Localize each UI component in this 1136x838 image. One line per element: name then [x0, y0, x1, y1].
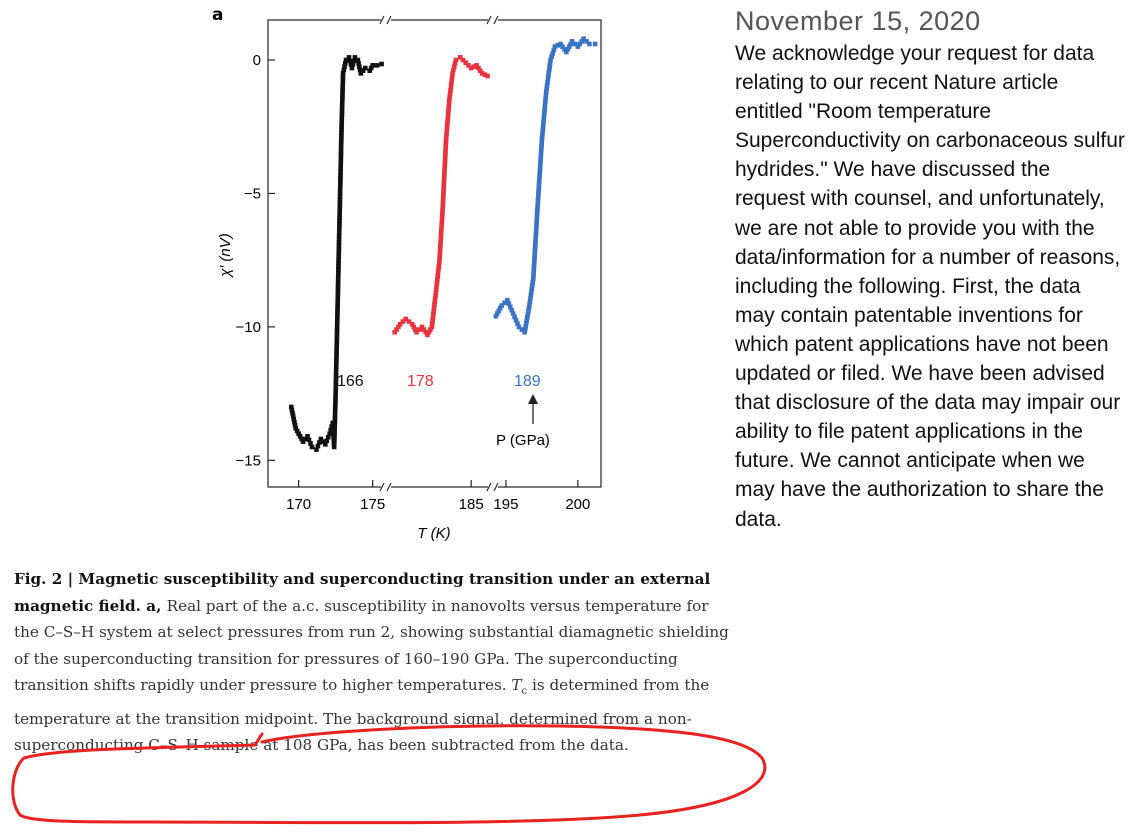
caption-text-2: is determined from the temperature at the transition midpoint. The background signal, determined from a non-superconducting C–S–H sample at 108 GPa, has been subtracted from the data. [14, 676, 710, 755]
pressure-arrow-head [528, 394, 538, 404]
data-point [454, 58, 459, 63]
data-point [485, 74, 490, 79]
x-tick-label: 170 [286, 496, 312, 513]
caption-panel-letter: a, [140, 596, 167, 615]
caption-text-1: Real part of the a.c. susceptibility in nanovolts versus temperature for the C–S–H system at select pressures from run 2, showing substantial diamagnetic shielding of the superconducting transition for pressures of 160–190 GPa. The superconducting transition shifts rapidly under pressure to higher temperatures. [14, 596, 729, 694]
data-point [375, 63, 380, 68]
data-point [370, 63, 375, 68]
series-166 [289, 55, 384, 452]
response-letter [735, 6, 1125, 534]
pressure-annotation: P (GPa) [496, 432, 550, 449]
letter-body: We acknowledge your request for data relating to our recent Nature article entitled "Room temperature Superconductivity on carbonaceous sulfur hydrides." We have discussed the request with counsel, and unfortunately, we are not able to provide you with the data/information for a number of reasons, including the following. First, the data may contain patentable inventions for which patent applications have not been updated or filed. We have been advised that disclosure of the data may impair our ability to file patent applications in the future. We cannot anticipate when we may have the authorization to share the data. [735, 42, 1125, 531]
series-178 [392, 55, 489, 337]
caption-title: Fig. 2 | Magnetic susceptibility and superconducting transition under an external magnetic field. [14, 570, 711, 615]
caption-tc-sub: c [521, 686, 528, 698]
pressure-label-189: 189 [514, 373, 541, 390]
pressure-label-166: 166 [337, 373, 364, 390]
figure-panel [200, 0, 620, 560]
y-axis-label: χ′ (nV) [217, 233, 234, 277]
y-tick-label: −15 [235, 452, 261, 470]
data-point [363, 66, 368, 71]
plot-frame [268, 20, 601, 487]
y-tick-label: 0 [252, 52, 261, 70]
x-axis-label: T (K) [417, 525, 451, 542]
letter-date: November 15, 2020 [735, 6, 981, 36]
x-tick-label: 185 [458, 496, 484, 513]
pressure-label-178: 178 [407, 373, 434, 390]
susceptibility-chart [200, 0, 620, 560]
panel-letter: a [212, 5, 224, 25]
series-189 [494, 36, 598, 334]
x-tick-label: 200 [565, 496, 591, 513]
caption-tc: T [511, 676, 522, 694]
figure-caption [14, 566, 734, 759]
x-tick-label: 195 [493, 496, 519, 513]
y-tick-label: −10 [235, 318, 261, 336]
data-point [593, 42, 598, 47]
x-tick-label: 175 [360, 496, 386, 513]
y-tick-label: −5 [243, 185, 261, 203]
data-point [379, 62, 384, 67]
data-point [587, 42, 592, 47]
data-point [310, 445, 315, 450]
